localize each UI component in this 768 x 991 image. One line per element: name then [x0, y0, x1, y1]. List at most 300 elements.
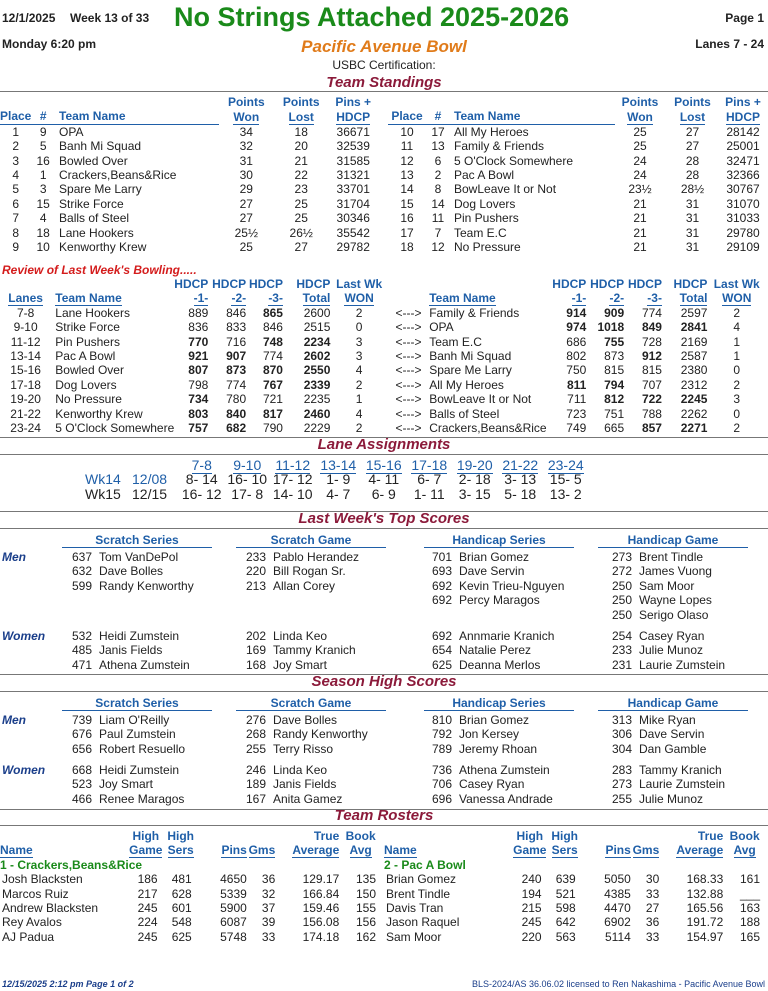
won: 2 — [355, 377, 363, 392]
matchup: 2- 18 — [458, 471, 491, 488]
player-name: Andrew Blacksten — [2, 901, 99, 916]
won: 1 — [733, 334, 741, 349]
standings-row — [388, 197, 766, 211]
score-value: 736 — [431, 763, 452, 777]
points-won: 30 — [239, 168, 253, 183]
score-value: 202 — [245, 629, 266, 643]
lane-pair-label: 7-8 — [191, 457, 212, 473]
bowler-name: Paul Zumstein — [99, 727, 176, 742]
col-pins-1: Pins + — [335, 95, 372, 109]
total: 2587 — [680, 349, 708, 364]
bowler-name: Natalie Perez — [459, 643, 532, 658]
lanes-range: Lanes 7 - 24 — [695, 37, 764, 51]
col-team-name: Team Name — [55, 109, 219, 124]
bowler-name: Randy Kenworthy — [99, 578, 194, 593]
game-2: 1018 — [597, 320, 625, 335]
score-value: 189 — [245, 777, 266, 792]
game-1: 803 — [188, 406, 209, 421]
lane-assignments-table — [85, 458, 589, 501]
col-points-won-1: Points — [621, 95, 659, 109]
col-team-name: Team Name — [55, 291, 122, 306]
team-number: 8 — [434, 182, 442, 197]
place: 14 — [400, 182, 414, 197]
high-series: 601 — [171, 901, 192, 916]
lane-pair — [316, 458, 362, 472]
score-value: 272 — [611, 564, 632, 579]
bowler-name: Athena Zumstein — [459, 763, 550, 777]
bowler-name: Mike Ryan — [639, 713, 696, 727]
won: 4 — [733, 320, 741, 335]
col-pins-1: Pins + — [725, 95, 761, 109]
score-value: 739 — [71, 713, 92, 727]
col-points-lost-1: Points — [674, 95, 711, 109]
col-hdcp: HDCP — [212, 277, 247, 291]
points-won: 21 — [633, 240, 647, 255]
col-place: Place — [388, 109, 426, 124]
won: 4 — [355, 363, 363, 378]
matchup: 13- 2 — [549, 485, 582, 502]
score-value: 213 — [245, 578, 266, 593]
col-won: WON — [722, 291, 752, 306]
col-points-won-2: Won — [233, 109, 260, 124]
high-series: 563 — [555, 929, 576, 944]
place: 2 — [12, 139, 20, 154]
team-name: Banh Mi Squad — [59, 139, 142, 154]
score-value: 273 — [611, 777, 632, 792]
player-name: Marcos Ruiz — [2, 886, 69, 901]
versus-arrow: <---> — [395, 406, 422, 421]
points-lost: 25 — [294, 211, 308, 226]
score-value: 696 — [431, 791, 452, 806]
col-ba2 — [339, 843, 382, 857]
place: 7 — [12, 211, 20, 226]
games: 39 — [261, 915, 276, 930]
bowler-name: Jeremy Rhoan — [459, 741, 538, 756]
bowler-name: Athena Zumstein — [99, 657, 190, 672]
col-ta2 — [659, 843, 723, 857]
team-number: 6 — [434, 153, 442, 168]
matchup: 3- 15 — [458, 485, 491, 502]
player-name: Brian Gomez — [386, 872, 457, 887]
game-2: 665 — [604, 421, 625, 436]
pins-hdcp: 35542 — [336, 225, 370, 240]
team-name: Bowled Over — [55, 363, 124, 378]
review-row — [0, 306, 766, 320]
bowler-name: Dave Bolles — [99, 564, 164, 579]
high-series: 598 — [555, 901, 576, 916]
score-value: 471 — [71, 657, 92, 672]
score-value: 169 — [245, 643, 266, 658]
place: 4 — [12, 168, 20, 183]
col-ba2 — [723, 843, 766, 857]
team-name: Strike Force — [59, 196, 124, 211]
points-lost: 28 — [685, 168, 700, 183]
points-won: 25 — [633, 124, 647, 139]
matchup: 1- 9 — [326, 471, 351, 488]
team-name: Banh Mi Squad — [429, 349, 512, 364]
points-won: 29 — [239, 182, 253, 197]
bowler-name: Wayne Lopes — [639, 593, 712, 608]
team-number: 7 — [434, 225, 442, 240]
col-hs1: High — [551, 829, 578, 843]
points-lost: 27 — [294, 240, 308, 255]
team-name: BowLeave It or Not — [429, 392, 532, 407]
col-game-1: -1- — [193, 291, 209, 306]
games: 33 — [645, 886, 660, 901]
matchup: 3- 13 — [504, 471, 537, 488]
high-game: 186 — [137, 872, 158, 887]
lanes: 9-10 — [13, 320, 38, 335]
book-average: 165 — [739, 929, 760, 944]
standings-row — [0, 139, 378, 153]
section-top-scores: Last Week's Top Scores — [298, 510, 470, 527]
bowler-name: Bill Rogan Sr. — [273, 564, 346, 579]
total: 2602 — [303, 349, 331, 364]
category-women: Women — [2, 629, 46, 643]
roster-header — [384, 843, 766, 857]
high-game: 224 — [137, 915, 158, 930]
player-name: Brent Tindle — [386, 886, 451, 901]
won: 3 — [355, 349, 363, 364]
book-average: 161 — [739, 872, 760, 887]
bowler-name: Kevin Trieu-Nguyen — [459, 578, 565, 593]
points-lost: 28½ — [680, 182, 705, 197]
footer-license: BLS-2024/AS 36.06.02 licensed to Ren Nakashima - Pacific Avenue Bowl — [471, 979, 765, 989]
bowling-center: Pacific Avenue Bowl — [301, 37, 467, 56]
high-game: 220 — [521, 929, 542, 944]
total: 2169 — [680, 334, 708, 349]
team-title-row — [0, 858, 382, 872]
game-1: 750 — [566, 363, 587, 378]
game-2: 907 — [226, 349, 247, 364]
game-1: 711 — [567, 392, 587, 407]
high-game: 245 — [137, 929, 158, 944]
game-3: 721 — [262, 392, 283, 407]
score-value: 692 — [431, 593, 452, 608]
high-game: 215 — [521, 901, 542, 916]
points-won: 21 — [633, 225, 647, 240]
game-1: 811 — [566, 377, 587, 392]
place: 12 — [400, 153, 414, 168]
score-value: 693 — [431, 564, 452, 579]
bowler-name: Brian Gomez — [459, 713, 530, 727]
lanes: 23-24 — [10, 421, 41, 436]
place: 17 — [400, 225, 414, 240]
score-value: 276 — [245, 713, 266, 727]
won: 4 — [355, 406, 363, 421]
team-name: Pac A Bowl — [454, 168, 515, 183]
team-name: Kenworthy Krew — [59, 240, 147, 255]
book-average: 163 — [739, 901, 760, 916]
section-review: Review of Last Week's Bowling..... — [2, 263, 197, 277]
game-1: 914 — [566, 305, 587, 320]
matchup: 1- 11 — [413, 485, 445, 502]
bowler-name: James Vuong — [639, 564, 712, 579]
points-won: 23½ — [628, 182, 652, 197]
won: 0 — [733, 406, 741, 421]
true-average: 166.84 — [302, 886, 340, 901]
pins-hdcp: 29782 — [336, 240, 370, 255]
versus-arrow: <---> — [395, 377, 422, 392]
team-number: 13 — [431, 139, 445, 154]
points-won: 31 — [239, 153, 253, 168]
score-value: 692 — [431, 629, 452, 643]
points-won: 25 — [633, 139, 647, 154]
score-value: 246 — [245, 763, 266, 777]
divider — [0, 691, 768, 692]
col-hs2 — [164, 843, 198, 857]
game-3: 774 — [262, 349, 283, 364]
team-name: OPA — [59, 124, 84, 139]
matchup: 15- 5 — [549, 471, 582, 488]
league-title: No Strings Attached 2025-2026 — [174, 2, 570, 32]
lane-pair — [270, 458, 316, 472]
col-name-label: Name — [0, 843, 33, 858]
true-average: 159.46 — [302, 901, 340, 916]
bowler-name: Laurie Zumstein — [639, 657, 726, 672]
game-3: 748 — [262, 334, 283, 349]
roster-row — [0, 930, 382, 944]
score-value: 233 — [611, 643, 632, 658]
score-value: 599 — [71, 578, 92, 593]
col-lanes: Lanes — [8, 291, 43, 306]
true-average: 174.18 — [302, 929, 340, 944]
score-value: 466 — [71, 791, 92, 806]
total: 2271 — [680, 421, 708, 436]
lane-pair-label: 21-22 — [502, 457, 539, 473]
pins-hdcp: 29109 — [726, 240, 760, 255]
review-row — [0, 392, 766, 406]
lanes: 21-22 — [10, 406, 41, 421]
game-2: 682 — [226, 421, 247, 436]
week-number: Wk15 — [85, 485, 121, 502]
lanes: 15-16 — [10, 363, 41, 378]
bowler-name: Casey Ryan — [459, 777, 525, 792]
points-lost: 27 — [685, 124, 700, 139]
col-blank — [247, 829, 275, 843]
col-name — [384, 843, 512, 857]
divider — [0, 825, 768, 826]
lane-pair — [179, 458, 225, 472]
bowler-name: Serigo Olaso — [639, 607, 709, 622]
team-name: Bowled Over — [59, 153, 128, 168]
lanes: 13-14 — [10, 349, 41, 364]
bowler-name: Annmarie Kranich — [459, 629, 555, 643]
standings-row — [0, 124, 378, 139]
game-2: 755 — [604, 334, 625, 349]
score-value: 706 — [431, 777, 452, 792]
score-value: 250 — [611, 593, 632, 608]
player-name: Jason Raquel — [386, 915, 460, 930]
game-3: 707 — [641, 377, 662, 392]
book-average: 162 — [355, 929, 376, 944]
review-row — [0, 335, 766, 349]
versus-arrow: <---> — [395, 421, 422, 436]
game-1: 798 — [188, 377, 209, 392]
roster-team-title: 2 - Pac A Bowl — [384, 857, 466, 872]
score-value: 532 — [71, 629, 92, 643]
team-name: Dog Lovers — [454, 196, 516, 211]
col-hdcp: HDCP — [552, 277, 587, 291]
matchup: 6- 7 — [417, 471, 442, 488]
col-points-won-1: Points — [227, 95, 265, 109]
team-name: OPA — [429, 320, 454, 335]
points-lost: 21 — [294, 153, 308, 168]
high-series: 548 — [171, 915, 192, 930]
game-2: 840 — [226, 406, 247, 421]
header-ss: Scratch Series — [62, 696, 212, 711]
col-game-3: -3- — [268, 291, 283, 306]
player-name: Sam Moor — [386, 929, 442, 944]
bowler-name: Pablo Herandez — [273, 550, 360, 564]
pins-hdcp: 25001 — [726, 139, 760, 154]
pins: 6087 — [220, 915, 247, 930]
versus-arrow: <---> — [395, 392, 422, 407]
points-won: 21 — [633, 196, 647, 211]
standings-row — [388, 168, 766, 182]
category-women: Women — [2, 763, 46, 777]
score-value: 654 — [431, 643, 452, 658]
place: 1 — [12, 124, 20, 139]
section-team-rosters: Team Rosters — [334, 807, 434, 824]
day-time: Monday 6:20 pm — [2, 37, 97, 51]
team-name: Spare Me Larry — [429, 363, 512, 378]
bowler-name: Renee Maragos — [99, 791, 185, 806]
game-1: 974 — [566, 320, 587, 335]
points-won: 27 — [239, 211, 253, 226]
game-3: 846 — [262, 320, 283, 335]
points-won: 27 — [239, 196, 253, 211]
bowler-name: Randy Kenworthy — [273, 727, 368, 742]
col-number: # — [31, 109, 55, 124]
pins: 4385 — [604, 886, 631, 901]
score-value: 254 — [611, 629, 632, 643]
col-hg2-label: Game — [513, 843, 547, 858]
pins-hdcp: 31585 — [336, 153, 370, 168]
game-3: 849 — [641, 320, 662, 335]
points-lost: 31 — [685, 225, 700, 240]
col-won: WON — [344, 291, 374, 306]
week-label: Week 13 of 33 — [70, 11, 150, 25]
won: 2 — [733, 377, 741, 392]
book-average: 156 — [355, 915, 376, 930]
standings-row — [388, 226, 766, 240]
pins-hdcp: 32539 — [336, 139, 370, 154]
roster-header — [384, 829, 766, 843]
col-pins-2: HDCP — [336, 109, 371, 124]
team-number: 16 — [36, 153, 50, 168]
pins: 4470 — [604, 901, 631, 916]
team-number: 18 — [36, 225, 50, 240]
total: 2339 — [303, 377, 331, 392]
game-3: 767 — [262, 377, 283, 392]
review-row — [0, 407, 766, 421]
standings-row — [0, 226, 378, 240]
header-sg: Scratch Game — [236, 533, 386, 548]
place: 11 — [400, 139, 414, 154]
games: 36 — [645, 915, 660, 930]
col-pins-label: Pins — [605, 843, 631, 858]
team-name: Spare Me Larry — [59, 182, 142, 197]
pins-hdcp: 32471 — [726, 153, 760, 168]
points-won: 25 — [239, 240, 253, 255]
divider — [0, 528, 768, 529]
week-date: 12/15 — [132, 485, 168, 502]
matchup: 16- 10 — [227, 471, 268, 488]
lanes: 7-8 — [16, 305, 35, 320]
divider — [0, 454, 768, 455]
total: 2245 — [680, 392, 708, 407]
col-last-wk: Last Wk — [336, 277, 383, 291]
score-value: 523 — [71, 777, 92, 792]
points-won: 34 — [239, 124, 253, 139]
col-ba1: Book — [345, 829, 376, 843]
review-table — [0, 277, 766, 435]
standings-row — [388, 154, 766, 168]
col-points-lost-1: Points — [282, 95, 320, 109]
points-lost: 18 — [294, 124, 308, 139]
place: 3 — [12, 153, 20, 168]
total: 2550 — [303, 363, 331, 378]
book-average: 188 — [739, 915, 760, 930]
total: 2515 — [303, 320, 331, 335]
score-value: 233 — [245, 550, 266, 564]
bowler-name: Percy Maragos — [459, 593, 540, 608]
header-sg: Scratch Game — [236, 696, 386, 711]
matchup: 14- 10 — [272, 485, 313, 502]
game-3: 912 — [641, 349, 662, 364]
score-value: 306 — [611, 727, 632, 742]
games: 30 — [645, 872, 660, 887]
team-number: 2 — [434, 168, 442, 183]
team-title-row — [384, 858, 766, 872]
team-number: 11 — [431, 211, 445, 226]
bowler-name: Anita Gamez — [273, 791, 343, 806]
points-won: 24 — [633, 168, 647, 183]
score-value: 656 — [71, 741, 92, 756]
points-won: 25½ — [234, 225, 258, 240]
versus-arrow: <---> — [395, 363, 422, 378]
review-row — [0, 421, 766, 435]
col-ta2-label: Average — [292, 843, 340, 858]
bowler-name: Liam O'Reilly — [99, 713, 170, 727]
points-lost: 31 — [685, 240, 700, 255]
games: 27 — [645, 901, 660, 916]
game-3: 774 — [641, 305, 662, 320]
bowler-name: Linda Keo — [273, 763, 328, 777]
points-lost: 31 — [685, 196, 700, 211]
bowler-name: Deanna Merlos — [459, 657, 541, 672]
col-game-1: -1- — [571, 291, 587, 306]
review-row — [0, 378, 766, 392]
roster-table — [0, 829, 382, 944]
col-total: Total — [679, 291, 708, 306]
points-lost: 27 — [685, 139, 700, 154]
points-lost: 26½ — [289, 225, 313, 240]
game-3: 815 — [641, 363, 662, 378]
col-hg2 — [128, 843, 164, 857]
col-blank — [631, 829, 659, 843]
team-name: Team E.C — [429, 334, 482, 349]
bowler-name: Brian Gomez — [459, 550, 530, 564]
bowler-name: Tammy Kranich — [273, 643, 356, 658]
bowler-name: Casey Ryan — [639, 629, 705, 643]
won: 2 — [733, 305, 741, 320]
col-hg1: High — [132, 829, 160, 843]
col-ta2-label: Average — [676, 843, 724, 858]
pins: 4650 — [220, 872, 247, 887]
lane-pair — [225, 458, 271, 472]
